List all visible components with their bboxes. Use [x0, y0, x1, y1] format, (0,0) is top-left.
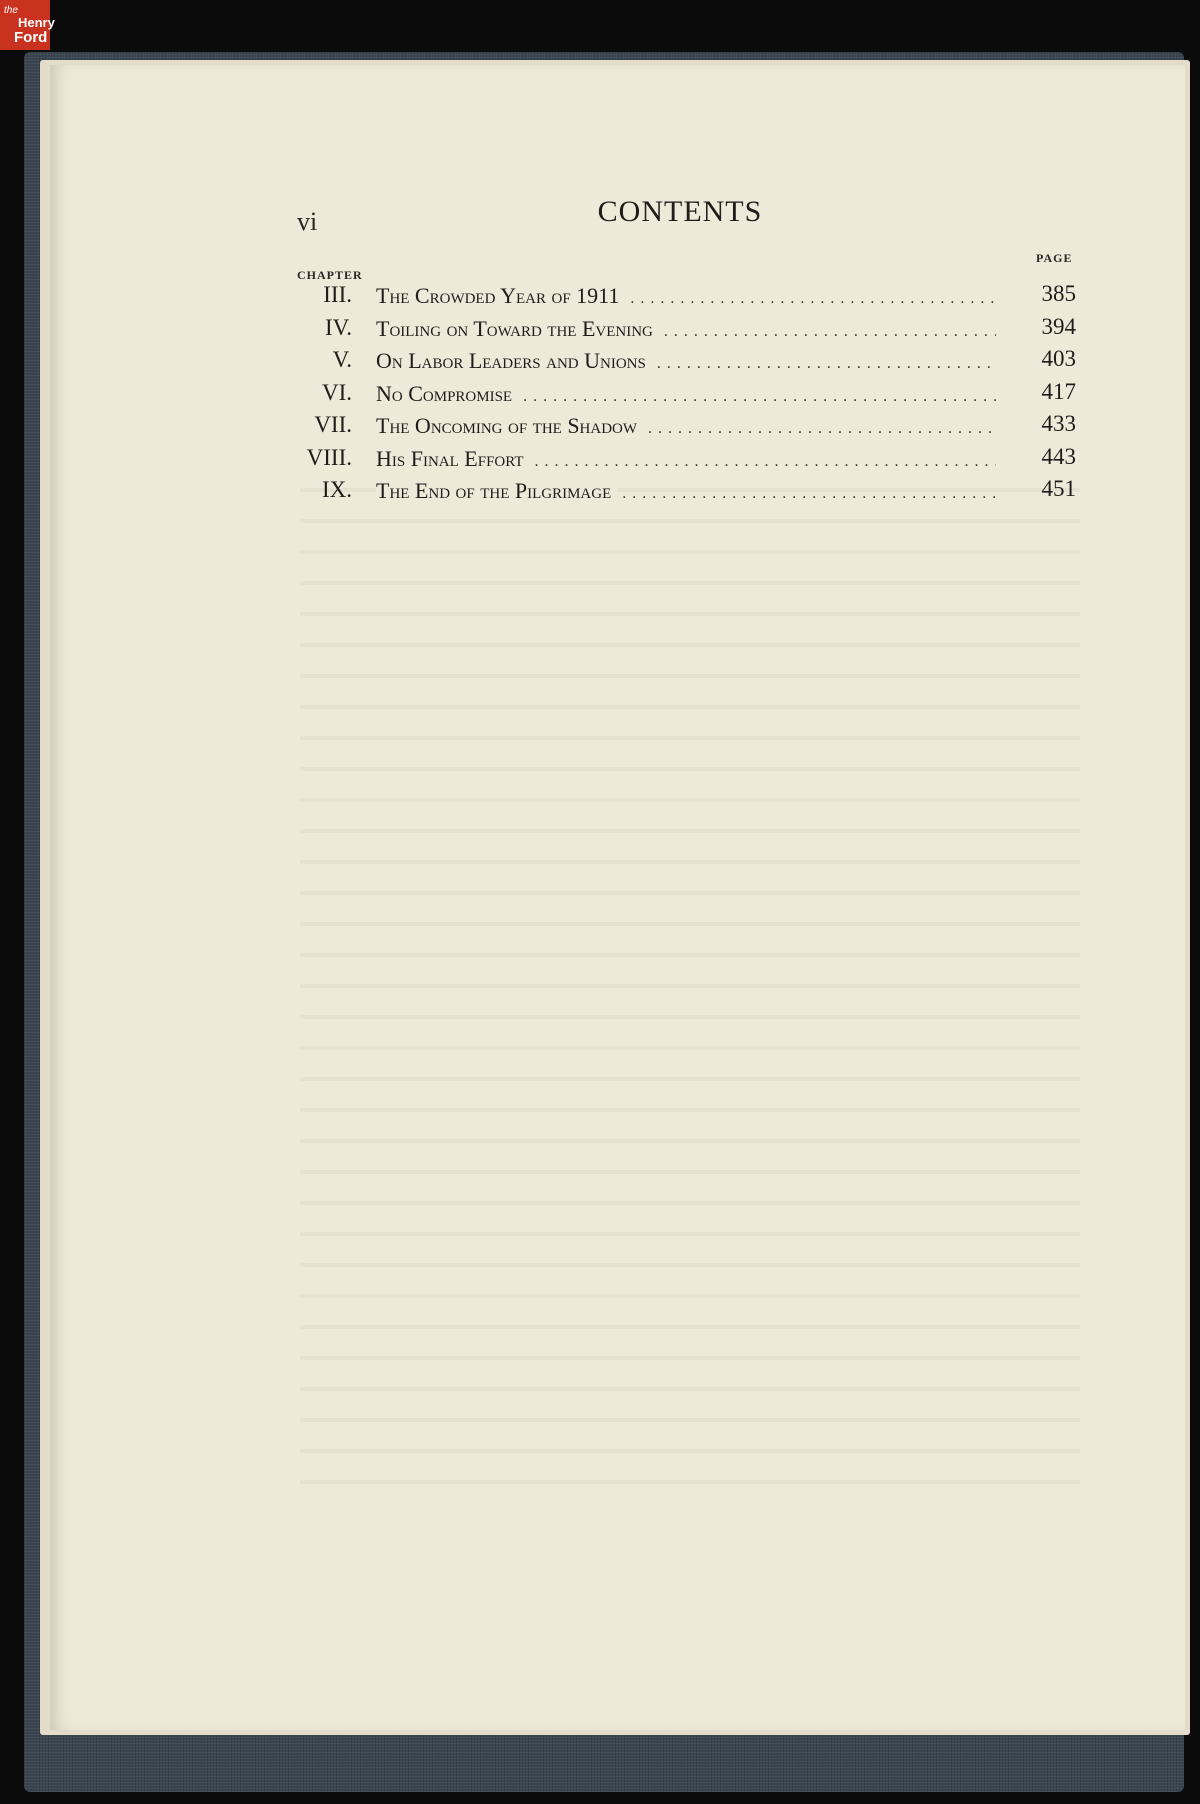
contents-entry [290, 280, 1080, 313]
henry-ford-logo [0, 0, 55, 50]
chapter-title: The Oncoming of the Shadow . . . [376, 413, 996, 439]
chapter-page: 394 [1041, 313, 1076, 339]
chapter-title: On Labor Leaders and Unions . . . [376, 348, 996, 374]
contents-entry [290, 345, 1080, 378]
chapter-number: III. [323, 282, 352, 307]
chapter-title: No Compromise . . . [376, 381, 996, 407]
chapter-title: The Crowded Year of 1911 . . . [376, 283, 996, 309]
logo-text-henry: Henry [18, 15, 55, 30]
chapter-page: 403 [1041, 346, 1076, 371]
logo-text-the: the [4, 5, 18, 16]
chapter-number: VI. [321, 379, 352, 405]
page-title: CONTENTS [597, 195, 763, 228]
contents-entry [290, 313, 1080, 346]
chapter-page: 443 [1041, 443, 1076, 469]
chapter-title: His Final Effort . . . [376, 446, 996, 472]
chapter-title: The End of the Pilgrimage . . . [376, 478, 996, 504]
contents-entry [290, 378, 1080, 411]
contents-list [290, 280, 1080, 508]
logo-text-ford: Ford [14, 29, 48, 46]
chapter-number: IX. [321, 477, 352, 502]
page-column-header: PAGE [1036, 251, 1073, 265]
chapter-number: IV. [324, 314, 352, 340]
chapter-number: V. [332, 347, 352, 372]
chapter-page: 385 [1041, 281, 1076, 306]
chapter-number: VIII. [306, 444, 352, 470]
page-number: vi [297, 207, 318, 236]
chapter-column-header: CHAPTER [297, 268, 363, 282]
chapter-page: 433 [1041, 411, 1076, 436]
contents-entry [290, 475, 1080, 508]
chapter-title: Toiling on Toward the Evening . . . [376, 316, 996, 342]
contents-entry [290, 443, 1080, 476]
chapter-page: 417 [1041, 378, 1076, 404]
show-through-text [300, 470, 1080, 1500]
contents-entry [290, 410, 1080, 443]
chapter-number: VII. [314, 412, 352, 437]
chapter-page: 451 [1041, 476, 1076, 501]
